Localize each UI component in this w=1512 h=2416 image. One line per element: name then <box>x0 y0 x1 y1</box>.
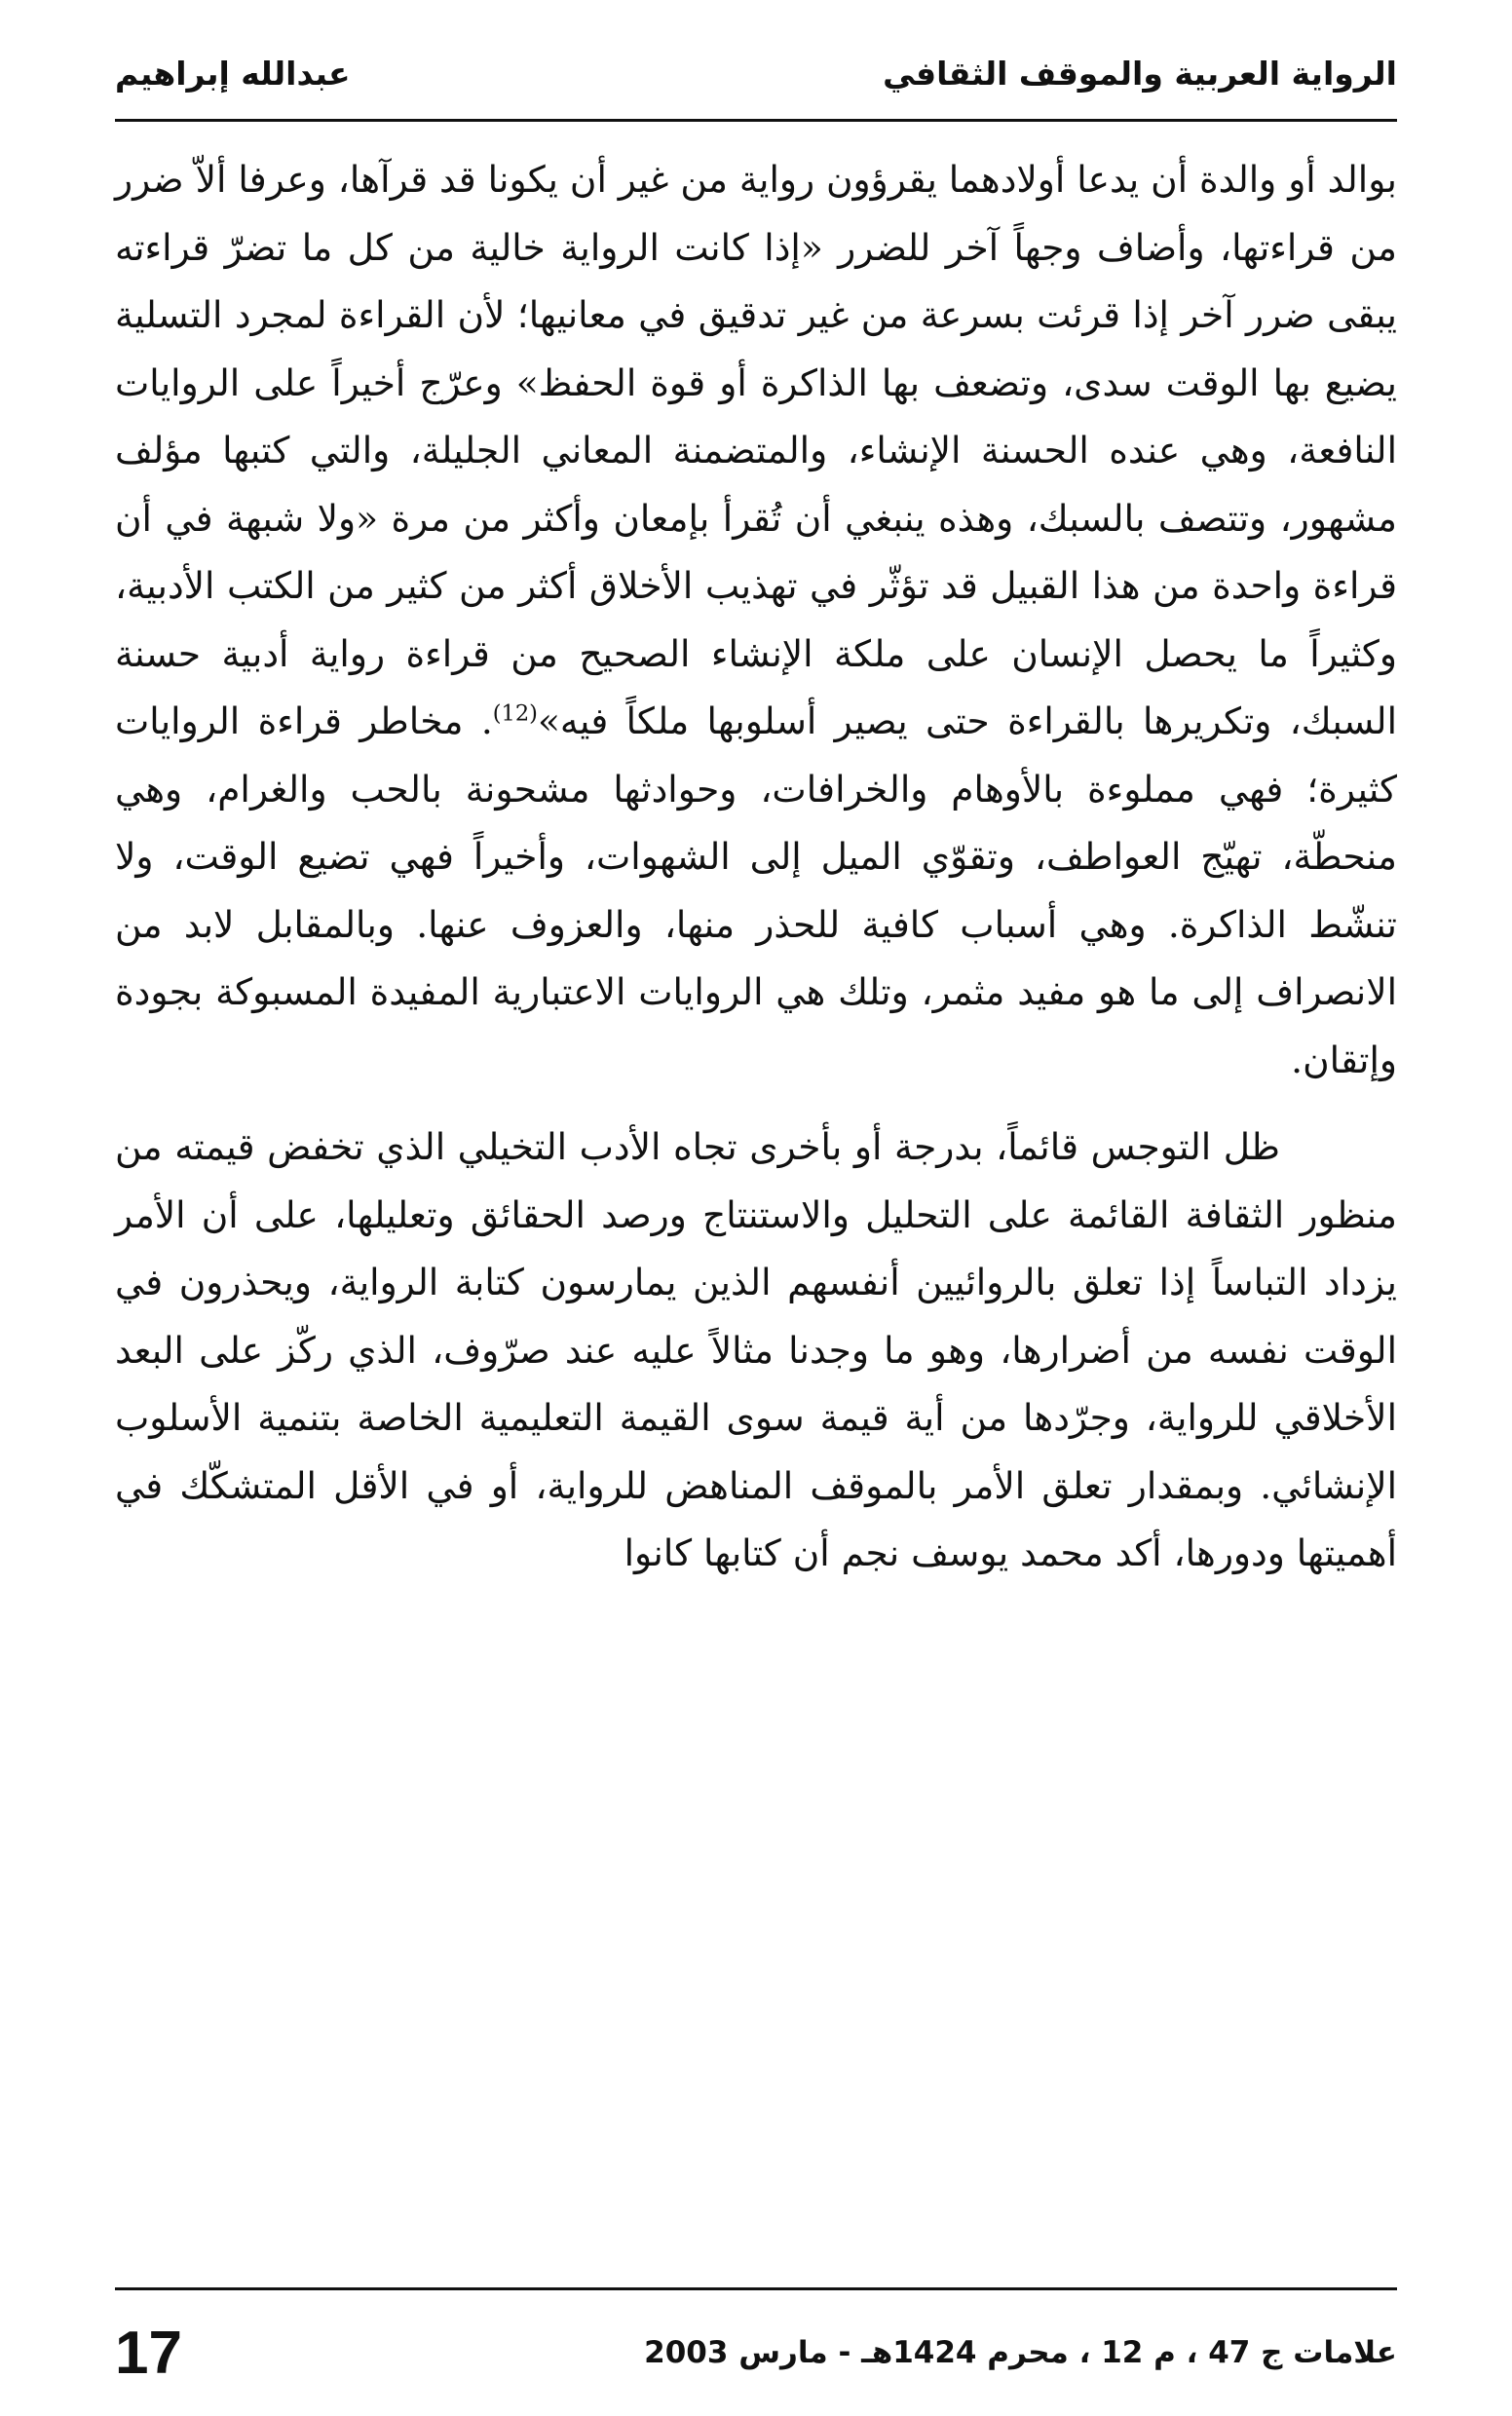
paragraph <box>115 146 1397 1094</box>
author-name: عبدالله إبراهيم <box>115 54 351 93</box>
paragraph-1-text: بوالد أو والدة أن يدعا أولادهما يقرؤون رواية من غير أن يكونا قد قرآها، وعرفا ألاّ ضرر من قراءتها، وأضاف وجهاً آخر للضرر «إذا كانت الرواية خالية من كل ما تضرّ قراءته يبقى ضرر آخر إذا قرئت بسرعة من غير تدقيق في معانيها؛ لأن القراءة لمجرد التسلية يضيع بها الوقت سدى، وتضعف بها الذاكرة أو قوة الحفظ» وعرّج أخيراً على الروايات النافعة، وهي عنده الحسنة الإنشاء، والمتضمنة المعاني الجليلة، والتي كتبها مؤلف مشهور، وتتصف بالسبك، وهذه ينبغي أن تُقرأ بإمعان وأكثر من مرة «ولا شبهة في أن قراءة واحدة من هذا القبيل قد تؤثّر في تهذيب الأخلاق أكثر من كثير من الكتب الأدبية، وكثيراً ما يحصل الإنسان على ملكة الإنشاء الصحيح من قراءة رواية أدبية حسنة السبك، وتكريرها بالقراءة حتى يصير أسلوبها ملكاً فيه» <box>115 158 1397 742</box>
body-text <box>115 146 1397 1588</box>
page-footer <box>115 2314 1397 2392</box>
book-title: الرواية العربية والموقف الثقافي <box>883 54 1397 93</box>
paragraph-2-text: ظل التوجس قائماً، بدرجة أو بأخرى تجاه الأدب التخيلي الذي تخفض قيمته من منظور الثقافة القائمة على التحليل والاستنتاج ورصد الحقائق وتعليلها، على أن الأمر يزداد التباساً إذا تعلق بالروائيين أنفسهم الذين يمارسون كتابة الرواية، ويحذرون في الوقت نفسه من أضرارها، وهو ما وجدنا مثالاً عليه عند صرّوف، الذي ركّز على البعد الأخلاقي للرواية، وجرّدها من أية قيمة سوى القيمة التعليمية الخاصة بتنمية الأسلوب الإنشائي. وبمقدار تعلق الأمر بالموقف المناهض للرواية، أو في الأقل المتشكّك في أهميتها ودورها، أكد محمد يوسف نجم أن كتابها كانوا <box>115 1125 1397 1574</box>
page-number: 17 <box>115 2319 182 2387</box>
running-head <box>115 39 1397 107</box>
footer-rule <box>115 2287 1397 2290</box>
paragraph <box>115 1114 1397 1588</box>
header-rule <box>115 119 1397 122</box>
footnote-reference: (12) <box>492 700 538 727</box>
paragraph-1-continuation: . مخاطر قراءة الروايات كثيرة؛ فهي مملوءة بالأوهام والخرافات، وحوادثها مشحونة بالحب والغرام، وهي منحطّة، تهيّج العواطف، وتقوّي الميل إلى الشهوات، وأخيراً فهي تضيع الوقت، ولا تنشّط الذاكرة. وهي أسباب كافية للحذر منها، والعزوف عنها. وبالمقابل لابد من الانصراف إلى ما هو مفيد مثمر، وتلك هي الروايات الاعتبارية المفيدة المسبوكة بجودة وإتقان. <box>115 699 1397 1081</box>
journal-info: علامات ج 47 ، م 12 ، محرم 1424هـ - مارس 2003 <box>644 2335 1397 2370</box>
